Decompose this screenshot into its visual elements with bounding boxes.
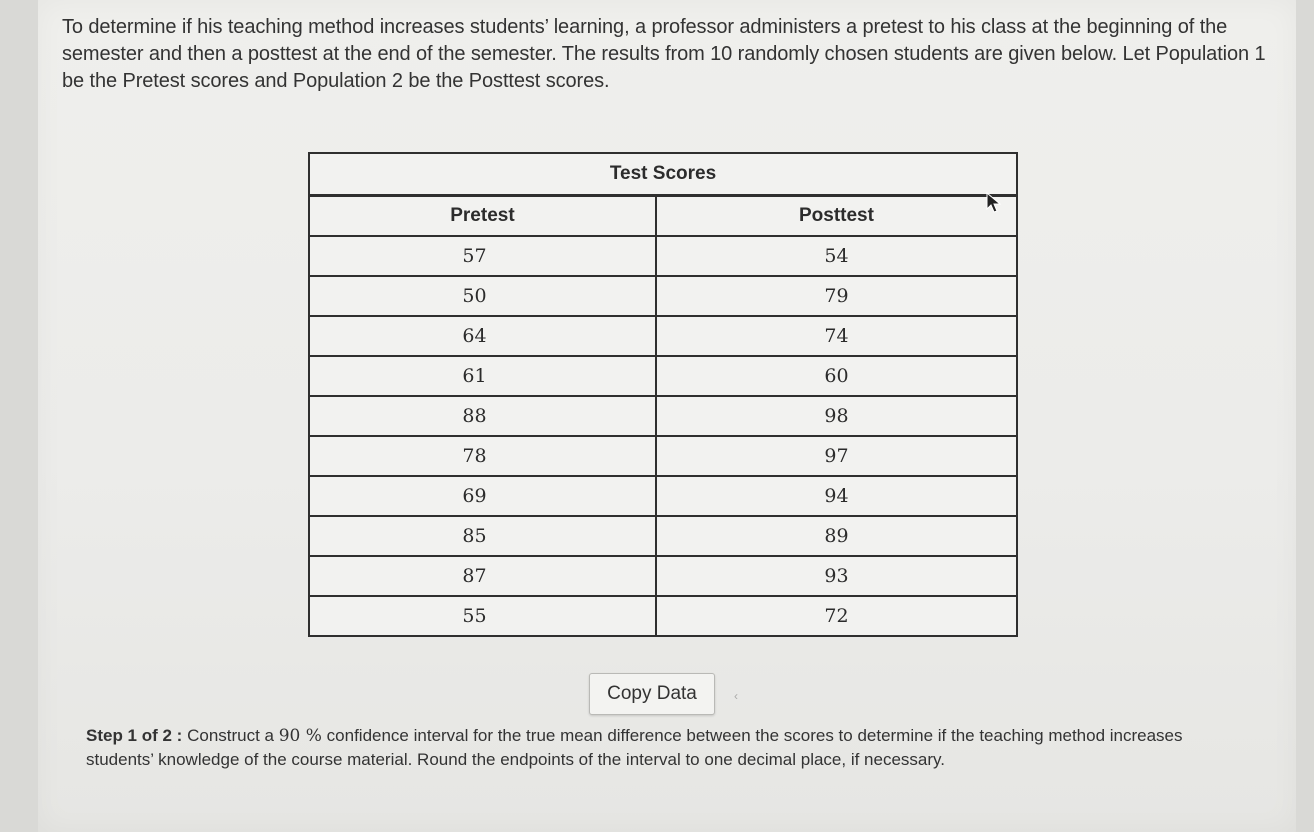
posttest-cell: 93 bbox=[656, 556, 1017, 596]
posttest-cell: 94 bbox=[656, 476, 1017, 516]
table-row bbox=[309, 316, 1017, 356]
step-label: Step 1 of 2 : bbox=[86, 726, 183, 745]
pretest-cell: 85 bbox=[309, 516, 656, 556]
posttest-cell: 74 bbox=[656, 316, 1017, 356]
copy-data-button[interactable]: Copy Data bbox=[589, 673, 715, 715]
column-header-pretest: Pretest bbox=[309, 196, 656, 237]
posttest-cell: 54 bbox=[656, 236, 1017, 276]
table-row bbox=[309, 556, 1017, 596]
posttest-cell: 98 bbox=[656, 396, 1017, 436]
step-text-before: Construct a bbox=[182, 726, 279, 745]
table-row bbox=[309, 476, 1017, 516]
confidence-level: 90 % bbox=[278, 726, 322, 746]
decorative-dot: ‹ bbox=[734, 689, 738, 703]
table-title: Test Scores bbox=[309, 153, 1017, 196]
test-scores-table bbox=[308, 152, 1018, 637]
step-text-after: confidence interval for the true mean difference between the scores to determine if the teaching method increases students’ knowledge of the course material. Round the endpoints of the interval to one decimal place, if necessary. bbox=[86, 726, 1183, 769]
posttest-cell: 72 bbox=[656, 596, 1017, 636]
posttest-cell: 89 bbox=[656, 516, 1017, 556]
table-row bbox=[309, 356, 1017, 396]
step-instructions bbox=[86, 724, 1196, 771]
pretest-cell: 78 bbox=[309, 436, 656, 476]
pretest-cell: 69 bbox=[309, 476, 656, 516]
problem-statement: To determine if his teaching method increases students’ learning, a professor administers a pretest to his class at the beginning of the semester and then a posttest at the end of the semester. The results from 10 randomly chosen students are given below. Let Population 1 be the Pretest scores and Population 2 be the Posttest scores. bbox=[62, 16, 1266, 92]
table-row bbox=[309, 236, 1017, 276]
table-row bbox=[309, 276, 1017, 316]
table-row bbox=[309, 396, 1017, 436]
pretest-cell: 64 bbox=[309, 316, 656, 356]
pretest-cell: 50 bbox=[309, 276, 656, 316]
column-header-posttest: Posttest bbox=[656, 196, 1017, 237]
table-row bbox=[309, 436, 1017, 476]
pretest-cell: 55 bbox=[309, 596, 656, 636]
posttest-cell: 97 bbox=[656, 436, 1017, 476]
table-row bbox=[309, 596, 1017, 636]
test-scores-table-container bbox=[308, 152, 1018, 637]
mouse-pointer-icon bbox=[986, 192, 1002, 214]
posttest-cell: 79 bbox=[656, 276, 1017, 316]
posttest-cell: 60 bbox=[656, 356, 1017, 396]
pretest-cell: 87 bbox=[309, 556, 656, 596]
table-row bbox=[309, 516, 1017, 556]
pretest-cell: 61 bbox=[309, 356, 656, 396]
pretest-cell: 88 bbox=[309, 396, 656, 436]
pretest-cell: 57 bbox=[309, 236, 656, 276]
